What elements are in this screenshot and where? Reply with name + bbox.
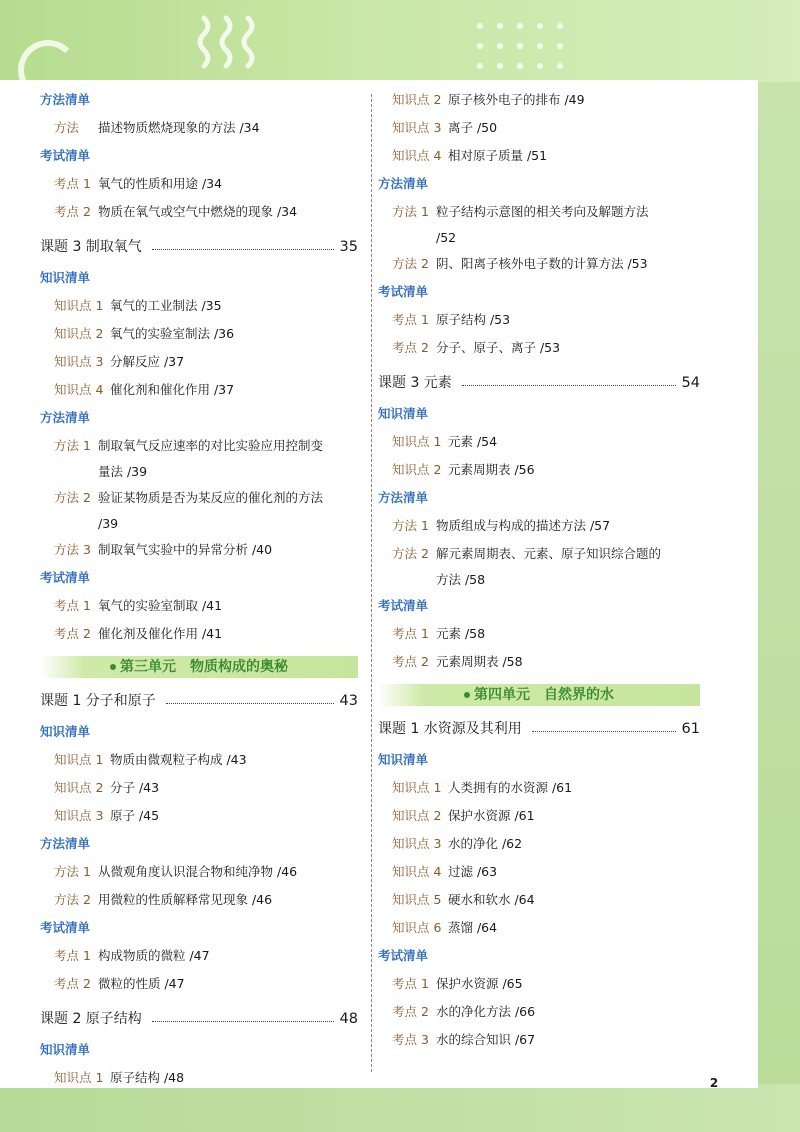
dot-leader — [532, 731, 676, 732]
entry-label: 知识点 3 — [54, 808, 104, 823]
section-heading: 方法清单 — [40, 410, 91, 425]
lesson-title: 课题 1 水资源及其利用 — [378, 721, 522, 737]
toc-entry[interactable] — [378, 914, 700, 942]
entry-text: 氧气的工业制法 /35 — [110, 298, 222, 313]
section-heading: 方法清单 — [378, 176, 429, 191]
section-heading: 知识清单 — [40, 1042, 91, 1057]
entry-label: 考点 1 — [54, 948, 91, 963]
column-divider — [371, 94, 372, 1072]
section-heading: 考试清单 — [40, 920, 91, 935]
toc-entry[interactable] — [378, 142, 700, 170]
unit-banner[interactable] — [40, 656, 358, 678]
unit-title: 第三单元 物质构成的奥秘 — [120, 659, 288, 675]
entry-label: 知识点 2 — [54, 780, 104, 795]
toc-entry[interactable] — [40, 886, 358, 914]
entry-text: 方法 /58 — [436, 572, 486, 587]
section-heading: 方法清单 — [40, 836, 91, 851]
entry-label: 知识点 4 — [392, 148, 442, 163]
entry-label: 方法 1 — [392, 204, 429, 219]
toc-entry[interactable] — [40, 970, 358, 998]
toc-entry[interactable] — [40, 320, 358, 348]
toc-entry[interactable] — [378, 114, 700, 142]
entry-text: 水的净化 /62 — [448, 836, 523, 851]
entry-text: 蒸馏 /64 — [448, 920, 498, 935]
lesson-entry[interactable] — [40, 1002, 358, 1036]
entry-label: 考点 1 — [54, 598, 91, 613]
entry-label: 知识点 2 — [392, 92, 442, 107]
lesson-title: 课题 1 分子和原子 — [40, 693, 156, 709]
unit-title: 第四单元 自然界的水 — [474, 687, 614, 703]
toc-entry[interactable] — [378, 428, 700, 456]
entry-label: 知识点 4 — [54, 382, 104, 397]
toc-entry[interactable] — [378, 620, 700, 648]
entry-label: 考点 3 — [392, 1032, 429, 1047]
lesson-page: 54 — [681, 375, 700, 391]
lesson-page: 35 — [339, 239, 358, 255]
entry-text: 物质在氧气或空气中燃烧的现象 /34 — [98, 204, 298, 219]
toc-entry[interactable] — [378, 648, 700, 676]
toc-entry-continuation — [378, 226, 700, 250]
section-heading: 知识清单 — [40, 270, 91, 285]
section-heading: 方法清单 — [40, 92, 91, 107]
toc-entry[interactable] — [40, 432, 358, 460]
wave-decoration — [196, 14, 266, 74]
dot-leader — [152, 1021, 334, 1022]
toc-entry[interactable] — [378, 886, 700, 914]
entry-label: 考点 2 — [54, 976, 91, 991]
entry-text: 原子核外电子的排布 /49 — [448, 92, 585, 107]
toc-entry[interactable] — [378, 858, 700, 886]
toc-entry[interactable] — [378, 456, 700, 484]
entry-text: 原子结构 /53 — [436, 312, 511, 327]
entry-text: 元素周期表 /56 — [448, 462, 535, 477]
entry-label: 知识点 1 — [54, 1070, 104, 1085]
toc-entry[interactable] — [378, 198, 700, 226]
toc-entry[interactable] — [378, 830, 700, 858]
section-heading: 考试清单 — [378, 948, 429, 963]
entry-label: 知识点 4 — [392, 864, 442, 879]
toc-entry[interactable] — [40, 858, 358, 886]
entry-text: 过滤 /63 — [448, 864, 498, 879]
entry-text: /39 — [98, 516, 119, 531]
entry-label: 方法 3 — [54, 542, 91, 557]
section-heading: 考试清单 — [378, 598, 429, 613]
toc-entry[interactable] — [378, 86, 700, 114]
section-heading: 考试清单 — [378, 284, 429, 299]
entry-text: 分子、原子、离子 /53 — [436, 340, 561, 355]
entry-label: 知识点 6 — [392, 920, 442, 935]
dot-grid-decoration — [476, 22, 576, 72]
entry-label: 考点 1 — [392, 976, 429, 991]
entry-text: 从微观角度认识混合物和纯净物 /46 — [98, 864, 298, 879]
section-heading: 知识清单 — [378, 406, 429, 421]
entry-text: 制取氧气反应速率的对比实验应用控制变 — [98, 438, 324, 453]
top-decor-band — [0, 0, 800, 82]
entry-label: 考点 1 — [392, 626, 429, 641]
toc-entry[interactable] — [378, 540, 700, 568]
entry-label: 知识点 2 — [392, 808, 442, 823]
entry-text: 解元素周期表、元素、原子知识综合题的 — [436, 546, 662, 561]
entry-label: 知识点 3 — [392, 836, 442, 851]
entry-text: 氧气的实验室制取 /41 — [98, 598, 223, 613]
entry-text: 元素 /58 — [436, 626, 486, 641]
toc-entry[interactable] — [40, 198, 358, 226]
toc-entry[interactable] — [40, 1064, 358, 1092]
entry-label: 知识点 1 — [54, 298, 104, 313]
entry-text: 氧气的实验室制法 /36 — [110, 326, 235, 341]
section-heading: 考试清单 — [40, 148, 91, 163]
dot-leader — [166, 703, 334, 704]
toc-entry[interactable] — [40, 620, 358, 648]
entry-label: 知识点 2 — [392, 462, 442, 477]
toc-entry[interactable] — [40, 484, 358, 512]
toc-entry[interactable] — [40, 774, 358, 802]
toc-entry-continuation — [378, 568, 700, 592]
toc-right-column — [378, 86, 700, 1054]
entry-label: 考点 2 — [392, 340, 429, 355]
toc-entry[interactable] — [378, 970, 700, 998]
lesson-entry[interactable] — [40, 684, 358, 718]
entry-text: 人类拥有的水资源 /61 — [448, 780, 573, 795]
entry-text: 描述物质燃烧现象的方法 /34 — [98, 120, 260, 135]
toc-entry[interactable] — [40, 114, 358, 142]
entry-text: 原子结构 /48 — [110, 1070, 185, 1085]
entry-text: 保护水资源 /61 — [448, 808, 535, 823]
section-heading: 方法清单 — [378, 490, 429, 505]
entry-label: 知识点 3 — [392, 120, 442, 135]
toc-entry[interactable] — [40, 348, 358, 376]
lesson-entry[interactable] — [378, 366, 700, 400]
entry-text: 构成物质的微粒 /47 — [98, 948, 210, 963]
bullet-icon — [464, 692, 470, 698]
toc-entry-continuation — [40, 460, 358, 484]
entry-text: 分子 /43 — [110, 780, 160, 795]
entry-text: 硬水和软水 /64 — [448, 892, 535, 907]
toc-entry[interactable] — [40, 802, 358, 830]
entry-text: 原子 /45 — [110, 808, 160, 823]
entry-label: 方法 2 — [392, 546, 429, 561]
bullet-icon — [110, 664, 116, 670]
toc-entry[interactable] — [378, 334, 700, 362]
toc-entry[interactable] — [40, 536, 358, 564]
toc-entry[interactable] — [378, 998, 700, 1026]
section-heading: 知识清单 — [378, 752, 429, 767]
entry-text: 氧气的性质和用途 /34 — [98, 176, 223, 191]
entry-text: 保护水资源 /65 — [436, 976, 523, 991]
lesson-title: 课题 3 元素 — [378, 375, 452, 391]
lesson-page: 61 — [681, 721, 700, 737]
entry-label: 考点 2 — [54, 204, 91, 219]
entry-text: 微粒的性质 /47 — [98, 976, 185, 991]
entry-label: 方法 1 — [392, 518, 429, 533]
toc-entry-continuation — [40, 512, 358, 536]
entry-label: 考点 1 — [392, 312, 429, 327]
entry-label: 知识点 1 — [392, 780, 442, 795]
entry-text: 制取氧气实验中的异常分析 /40 — [98, 542, 273, 557]
entry-text: 元素周期表 /58 — [436, 654, 523, 669]
entry-label: 知识点 2 — [54, 326, 104, 341]
entry-text: 水的综合知识 /67 — [436, 1032, 536, 1047]
entry-text: 催化剂和催化作用 /37 — [110, 382, 235, 397]
entry-text: 元素 /54 — [448, 434, 498, 449]
entry-text: 分解反应 /37 — [110, 354, 185, 369]
entry-text: 离子 /50 — [448, 120, 498, 135]
toc-entry[interactable] — [378, 1026, 700, 1054]
toc-entry[interactable] — [378, 306, 700, 334]
entry-label: 知识点 5 — [392, 892, 442, 907]
page-number: 2 — [709, 1076, 719, 1090]
entry-text: 相对原子质量 /51 — [448, 148, 548, 163]
toc-entry[interactable] — [40, 942, 358, 970]
entry-label: 方法 2 — [54, 892, 91, 907]
toc-entry[interactable] — [40, 376, 358, 404]
entry-label: 考点 2 — [392, 1004, 429, 1019]
lesson-title: 课题 3 制取氧气 — [40, 239, 142, 255]
toc-entry[interactable] — [378, 250, 700, 278]
section-heading: 考试清单 — [40, 570, 91, 585]
lesson-entry[interactable] — [40, 230, 358, 264]
entry-text: 催化剂及催化作用 /41 — [98, 626, 223, 641]
entry-label: 方法 2 — [54, 490, 91, 505]
toc-entry[interactable] — [378, 802, 700, 830]
entry-text: 阴、阳离子核外电子数的计算方法 /53 — [436, 256, 648, 271]
toc-entry[interactable] — [40, 170, 358, 198]
lesson-title: 课题 2 原子结构 — [40, 1011, 142, 1027]
toc-entry[interactable] — [40, 746, 358, 774]
lesson-page: 43 — [339, 693, 358, 709]
entry-label: 方法 2 — [392, 256, 429, 271]
entry-label: 知识点 1 — [392, 434, 442, 449]
lesson-entry[interactable] — [378, 712, 700, 746]
entry-text: 粒子结构示意图的相关考向及解题方法 — [436, 204, 649, 219]
toc-entry[interactable] — [378, 512, 700, 540]
entry-text: 水的净化方法 /66 — [436, 1004, 536, 1019]
entry-label: 知识点 3 — [54, 354, 104, 369]
lesson-page: 48 — [339, 1011, 358, 1027]
unit-banner[interactable] — [378, 684, 700, 706]
entry-label: 方法 1 — [54, 864, 91, 879]
entry-label: 考点 2 — [392, 654, 429, 669]
entry-label: 考点 2 — [54, 626, 91, 641]
section-heading: 知识清单 — [40, 724, 91, 739]
dot-leader — [152, 249, 334, 250]
entry-text: 物质组成与构成的描述方法 /57 — [436, 518, 611, 533]
toc-entry[interactable] — [378, 774, 700, 802]
entry-text: 物质由微观粒子构成 /43 — [110, 752, 247, 767]
entry-text: 量法 /39 — [98, 464, 148, 479]
dot-leader — [462, 385, 676, 386]
entry-label: 方法 1 — [54, 438, 91, 453]
entry-text: /52 — [436, 230, 457, 245]
toc-left-column — [40, 86, 358, 1092]
entry-label: 方法 — [54, 120, 80, 135]
toc-entry[interactable] — [40, 292, 358, 320]
entry-label: 知识点 1 — [54, 752, 104, 767]
entry-label: 考点 1 — [54, 176, 91, 191]
toc-entry[interactable] — [40, 592, 358, 620]
entry-text: 用微粒的性质解释常见现象 /46 — [98, 892, 273, 907]
entry-text: 验证某物质是否为某反应的催化剂的方法 — [98, 490, 324, 505]
